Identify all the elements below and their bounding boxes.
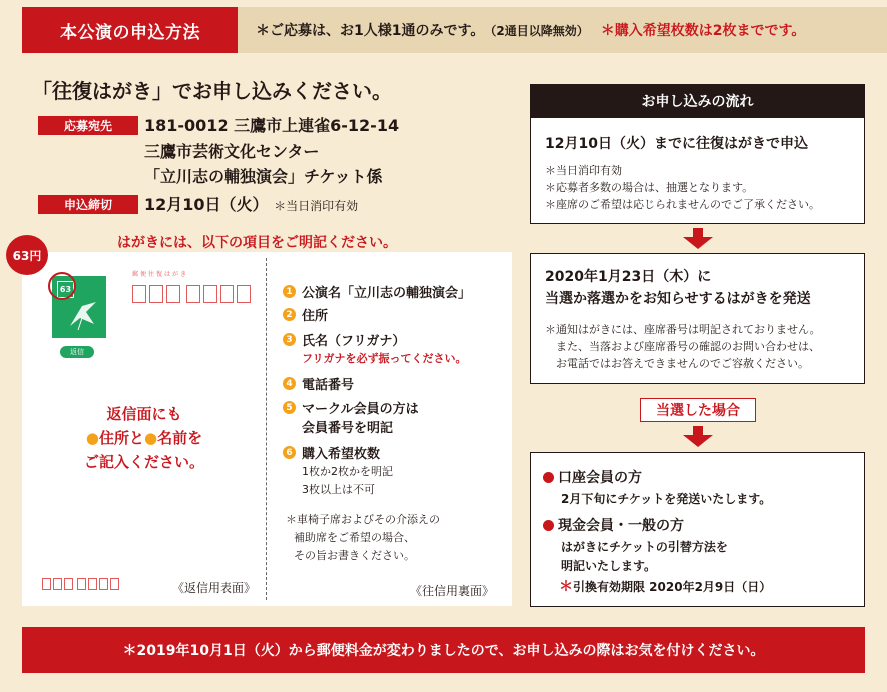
list-item — [283, 374, 354, 393]
postal-label: 郵便往復はがき — [132, 271, 189, 278]
bullet-icon: ● — [144, 429, 158, 447]
address-line: 三鷹市芸術文化センター — [144, 142, 320, 161]
header-notes — [256, 7, 805, 53]
address-line: 「立川志の輔独演会」チケット係 — [144, 167, 383, 186]
postal-box — [88, 578, 97, 590]
deadline-label: 申込締切 — [38, 195, 138, 214]
reply-tag: 返信 — [60, 346, 94, 358]
reply-instruction-line — [60, 426, 228, 450]
deadline-note: ＊当日消印有効 — [274, 199, 359, 213]
postal-box — [110, 578, 119, 590]
wheelchair-note — [286, 511, 440, 565]
cash-member-title — [543, 515, 684, 535]
bullet-icon — [543, 520, 554, 531]
list-item — [283, 282, 471, 301]
bullet-icon — [543, 472, 554, 483]
item-text: 住所 — [302, 309, 329, 324]
number-badge: 3 — [283, 333, 296, 346]
exchange-deadline — [559, 576, 771, 596]
item-text: 電話番号 — [302, 378, 355, 393]
number-badge: 1 — [283, 285, 296, 298]
postal-box — [203, 285, 217, 303]
postage-notice: ＊2019年10月1日（火）から郵便料金が変わりましたので、お申し込みの際はお気を付けください。 — [22, 627, 865, 673]
number-badge: 2 — [283, 308, 296, 321]
address-line: 181-0012 三鷹市上連雀6-12-14 — [144, 116, 400, 135]
flow-note-line: お電話ではお答えできませんのでご容赦ください。 — [545, 357, 809, 370]
stamp-value: 63 — [57, 281, 74, 298]
account-member-label: 口座会員の方 — [558, 470, 642, 486]
flow-step-notes — [545, 162, 820, 213]
postal-box — [77, 578, 86, 590]
crane-icon — [66, 296, 100, 332]
cash-member-body: 明記いたします。 — [561, 559, 657, 573]
flow-step-title: 当選か落選かをお知らせするはがきを発送 — [545, 291, 811, 307]
postal-box — [149, 285, 163, 303]
postcard-instruction: はがきには、以下の項目をご明記ください。 — [117, 235, 397, 251]
flow-note-line: ＊応募者多数の場合は、抽選となります。 — [545, 181, 754, 194]
flow-step-notes — [545, 321, 821, 372]
wheelchair-note-line: ＊車椅子席およびその介添えの — [286, 513, 440, 526]
caption-reply-front: 《返信用表面》 — [172, 581, 257, 595]
flow-header: お申し込みの流れ — [530, 84, 865, 117]
list-item — [283, 398, 419, 417]
invalid-note: （2通目以降無効） — [484, 23, 589, 38]
postal-box — [64, 578, 73, 590]
item-text: 公演名「立川志の輔独演会」 — [302, 286, 472, 301]
account-member-title — [543, 467, 642, 487]
postal-code-boxes — [132, 285, 254, 303]
postal-box — [42, 578, 51, 590]
flow-step-2 — [530, 253, 865, 384]
postal-box — [132, 285, 146, 303]
price-highlight-circle — [48, 272, 76, 300]
flow-note-line: ＊当日消印有効 — [545, 164, 622, 177]
deadline-date: 12月10日（火） — [144, 195, 269, 214]
item-text: マークル会員の方は — [302, 402, 419, 417]
price-badge: 63円 — [6, 235, 48, 275]
flow-note-line: ＊通知はがきには、座席番号は明記されておりません。 — [545, 323, 821, 336]
postal-box — [220, 285, 234, 303]
reply-instruction-address: 住所と — [98, 429, 144, 447]
number-badge: 4 — [283, 377, 296, 390]
reply-instruction-line: 返信面にも — [106, 405, 182, 423]
flow-step-title: 12月10日（火）までに往復はがきで申込 — [545, 136, 808, 152]
postal-box — [237, 285, 251, 303]
section-title: 本公演の申込方法 — [22, 7, 238, 53]
flow-step-title: 2020年1月23日（木）に — [545, 269, 712, 285]
list-item — [283, 443, 380, 462]
ticket-limit-note: ＊購入希望枚数は2枚までです。 — [600, 23, 806, 39]
list-item — [283, 305, 328, 324]
postal-box — [186, 285, 200, 303]
wheelchair-note-line: その旨お書きください。 — [294, 549, 415, 562]
number-badge: 6 — [283, 446, 296, 459]
address-label: 応募宛先 — [38, 116, 138, 135]
postal-box — [99, 578, 108, 590]
list-item — [283, 330, 405, 349]
postal-box — [166, 285, 180, 303]
asterisk-icon: ＊ — [559, 579, 573, 595]
wheelchair-note-line: 補助席をご希望の場合、 — [294, 531, 415, 544]
postcard-divider — [266, 258, 267, 600]
flow-step-1 — [530, 117, 865, 224]
number-badge: 5 — [283, 401, 296, 414]
item-text: 氏名（フリガナ） — [302, 334, 406, 349]
item-subtext: 1枚か2枚かを明記 — [302, 465, 393, 478]
deadline — [144, 192, 358, 215]
exchange-deadline-text: 引換有効期限 2020年2月9日（日） — [573, 580, 772, 594]
item-subtext: 3枚以上は不可 — [302, 483, 375, 496]
reply-instruction-name: 名前を — [157, 429, 203, 447]
caption-outgoing-back: 《往信用裏面》 — [410, 584, 495, 598]
won-label: 当選した場合 — [640, 398, 756, 422]
flow-note-line: また、当落および座席番号の確認のお問い合わせは、 — [545, 340, 820, 353]
flow-step-3 — [530, 452, 865, 607]
item-text: 購入希望枚数 — [302, 447, 381, 462]
method-title: 「往復はがき」でお申し込みください。 — [32, 79, 392, 103]
cash-member-body: はがきにチケットの引替方法を — [561, 540, 728, 554]
postal-box — [53, 578, 62, 590]
arrow-down-icon — [683, 228, 713, 249]
cash-member-label: 現金会員・一般の方 — [558, 518, 684, 534]
reply-instruction-line: ご記入ください。 — [83, 453, 204, 471]
reply-instruction — [60, 402, 228, 474]
return-postal-code-boxes — [42, 578, 121, 590]
account-member-body: 2月下旬にチケットを発送いたします。 — [561, 492, 772, 506]
arrow-down-icon — [683, 426, 713, 447]
furigana-note: フリガナを必ず振ってください。 — [302, 352, 467, 365]
item-subtext: 会員番号を明記 — [302, 421, 394, 436]
one-entry-note: ＊ご応募は、お1人様1通のみです。 — [256, 23, 485, 39]
bullet-icon: ● — [85, 429, 99, 447]
flow-note-line: ＊座席のご希望は応じられませんのでご了承ください。 — [545, 198, 820, 211]
